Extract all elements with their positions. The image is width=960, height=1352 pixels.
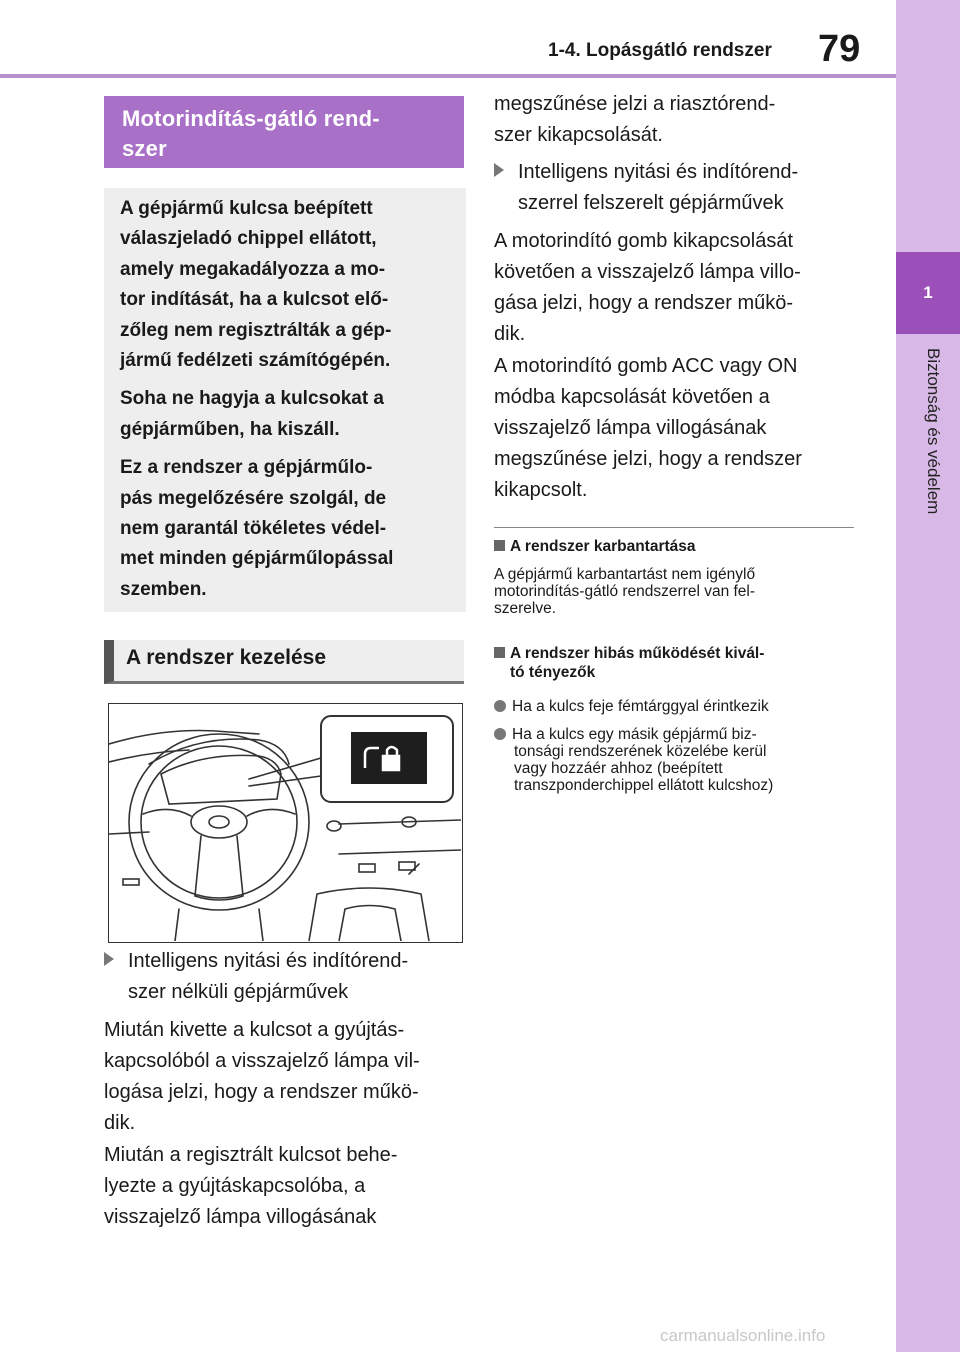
intro-paragraph: Soha ne hagyja a kulcsokat a gépjárműben, ha kiszáll. [120,388,384,440]
arrow-bullet-icon [104,952,114,966]
note-heading: A rendszer hibás működését kivál- tó tényezők [494,644,764,682]
side-tab-bar [896,0,960,1352]
header-rule [0,74,896,78]
body-paragraph: Miután kivette a kulcsot a gyújtás- kapcsolóból a visszajelző lámpa vil- logása jelzi, hogy a rendszer műkö- dik. [104,1019,420,1134]
note-bullet-item: Ha a kulcs feje fémtárggyal érintkezik [494,698,769,715]
page-number: 79 [818,28,861,70]
body-paragraph: Miután a regisztrált kulcsot behe- lyezte a gyújtáskapcsolóba, a visszajelző lámpa villogásának [104,1144,398,1228]
subsection-heading: A rendszer kezelése [104,640,464,684]
circle-bullet-icon [494,728,506,740]
body-paragraph: A motorindító gomb kikapcsolását követően a visszajelző lámpa villo- gása jelzi, hogy a rendszer műkö- dik. [494,230,801,345]
note-text: A gépjármű karbantartást nem igénylő motorindítás-gátló rendszerrel van fel- szerelve. [494,566,756,617]
note-heading: A rendszer karbantartása [494,537,696,556]
body-paragraph: megszűnése jelzi a riasztórend- szer kikapcsolását. [494,93,776,146]
intro-paragraph: Ez a rendszer a gépjárműlo- pás megelőzésére szolgál, de nem garantál tökéletes védel- met minden gépjárműlopással szemben. [120,457,394,600]
square-bullet-icon [494,647,505,658]
dashboard-drawing [109,704,461,941]
section-title-line: Motorindítás-gátló rend- [122,106,380,131]
arrow-list-item: Intelligens nyitási és indítórend- szer nélküli gépjárművek [104,946,408,1008]
side-tab-chapter[interactable]: 1 [896,252,960,334]
note-bullet-item: Ha a kulcs egy másik gépjármű biz- tonsági rendszerének közelébe kerül vagy hozzáér ahhoz (beépített transzponderchippel ellátott kulcshoz) [494,726,773,794]
watermark: carmanualsonline.info [660,1326,826,1345]
section-title-line: szer [122,136,167,161]
body-paragraph: A motorindító gomb ACC vagy ON módba kapcsolását követően a visszajelző lámpa villogásának megszűnése jelzi, hogy a rendszer kikapcsolt. [494,355,802,501]
square-bullet-icon [494,540,505,551]
running-header: 1-4. Lopásgátló rendszer [548,40,772,61]
circle-bullet-icon [494,700,506,712]
intro-box [104,188,466,612]
arrow-bullet-icon [494,163,504,177]
section-title [104,96,464,168]
dashboard-illustration [108,703,463,943]
note-divider [494,527,854,528]
side-tab-label: Biztonság és védelem [924,348,943,515]
intro-paragraph: A gépjármű kulcsa beépített válaszjeladó chippel ellátott, amely megakadályozza a mo- tor indítását, ha a kulcsot elő- zőleg nem regisztrálták a gép- jármű fedélzeti számítógépén. [120,198,392,372]
arrow-list-item: Intelligens nyitási és indítórend- szerrel felszerelt gépjárművek [494,157,798,219]
